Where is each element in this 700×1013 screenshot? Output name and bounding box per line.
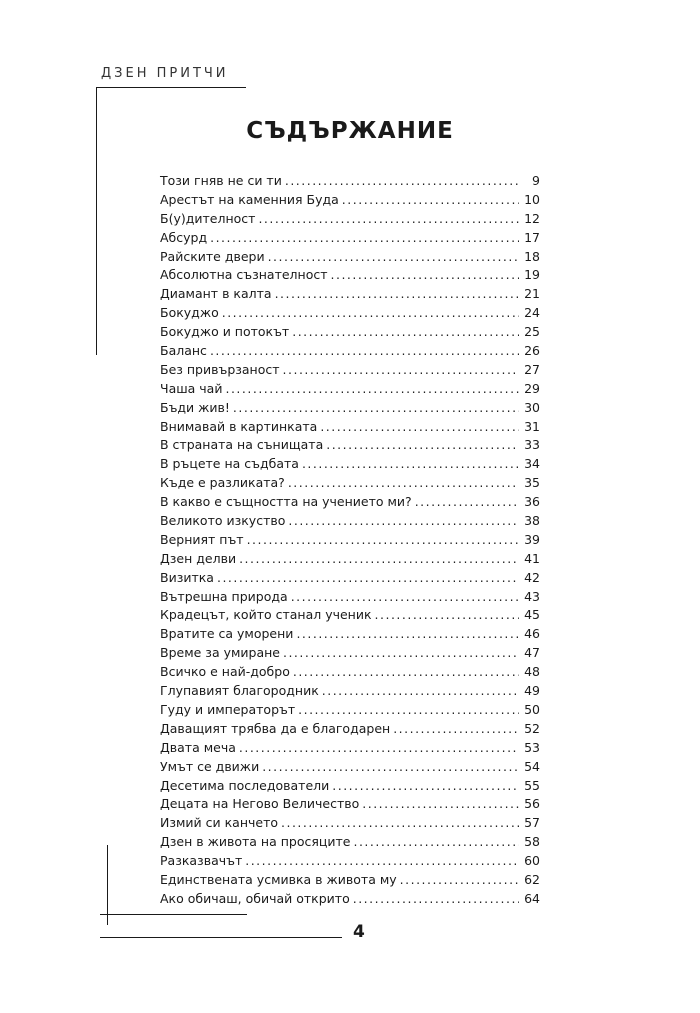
toc-entry-page: 52 <box>524 720 540 736</box>
toc-entry-page: 18 <box>524 248 540 264</box>
toc-entry <box>160 550 540 569</box>
toc-entry-page: 54 <box>524 758 540 774</box>
toc-dot-leader <box>326 436 519 455</box>
toc-entry <box>160 739 540 758</box>
toc-entry-title: Крадецът, който станал ученик <box>160 607 372 623</box>
toc-entry-title: Дзен делви <box>160 550 237 566</box>
toc-entry-title: Глупавият благородник <box>160 683 319 699</box>
toc-entry-page: 55 <box>524 777 540 793</box>
toc-entry <box>160 625 540 644</box>
toc-entry <box>160 323 540 342</box>
toc-entry <box>160 418 540 437</box>
toc-entry-page: 35 <box>524 475 540 491</box>
toc-dot-leader <box>393 720 519 739</box>
toc-entry <box>160 606 540 625</box>
toc-entry-title: Измий си канчето <box>160 815 279 831</box>
page-title: СЪДЪРЖАНИЕ <box>246 118 454 144</box>
table-of-contents <box>160 172 540 909</box>
toc-entry-page: 53 <box>524 739 540 755</box>
bottom-vertical-rule <box>107 845 108 925</box>
toc-entry <box>160 342 540 361</box>
toc-entry-page: 62 <box>524 871 540 887</box>
toc-entry <box>160 191 540 210</box>
toc-dot-leader <box>292 323 519 342</box>
toc-dot-leader <box>283 361 519 380</box>
toc-entry-title: Райските двери <box>160 248 265 264</box>
toc-entry-title: Баланс <box>160 343 207 359</box>
toc-dot-leader <box>217 569 519 588</box>
toc-entry <box>160 229 540 248</box>
toc-entry-title: Великото изкуство <box>160 513 286 529</box>
toc-entry-title: Този гняв не си ти <box>160 173 282 188</box>
toc-entry-title: Бокуджо <box>160 305 219 321</box>
toc-entry-title: Десетима последователи <box>160 777 330 793</box>
toc-dot-leader <box>210 342 519 361</box>
toc-entry <box>160 833 540 852</box>
toc-entry <box>160 304 540 323</box>
toc-entry-page: 50 <box>524 701 540 717</box>
toc-entry-page: 48 <box>524 664 540 680</box>
toc-dot-leader <box>322 682 519 701</box>
toc-dot-leader <box>332 777 519 796</box>
toc-entry-title: Верният път <box>160 531 244 547</box>
toc-dot-leader <box>320 418 519 437</box>
toc-dot-leader <box>281 814 519 833</box>
toc-entry-page: 57 <box>524 815 540 831</box>
toc-dot-leader <box>331 266 520 285</box>
toc-entry-title: Всичко е най-добро <box>160 664 290 680</box>
left-vertical-rule <box>96 87 97 355</box>
toc-entry-page: 9 <box>532 173 540 188</box>
toc-entry-page: 56 <box>524 796 540 812</box>
toc-dot-leader <box>275 285 519 304</box>
toc-entry <box>160 531 540 550</box>
toc-entry <box>160 399 540 418</box>
toc-entry <box>160 663 540 682</box>
toc-entry-title: Децата на Негово Величество <box>160 796 360 812</box>
toc-entry-title: Умът се движи <box>160 758 260 774</box>
toc-dot-leader <box>285 172 519 191</box>
toc-entry-title: Абсолютна съзнателност <box>160 267 328 283</box>
toc-entry-page: 39 <box>524 531 540 547</box>
toc-entry-page: 12 <box>524 210 540 226</box>
toc-dot-leader <box>222 304 519 323</box>
toc-entry-title: Двата меча <box>160 739 236 755</box>
toc-entry <box>160 248 540 267</box>
toc-entry-page: 43 <box>524 588 540 604</box>
toc-entry-title: Арестът на каменния Буда <box>160 191 339 207</box>
toc-entry-title: Разказвачът <box>160 853 243 869</box>
toc-entry <box>160 285 540 304</box>
toc-entry <box>160 682 540 701</box>
top-rule <box>96 87 246 88</box>
toc-entry-page: 21 <box>524 286 540 302</box>
toc-dot-leader <box>400 871 519 890</box>
toc-entry-page: 47 <box>524 645 540 661</box>
toc-entry-title: Диамант в калта <box>160 286 272 302</box>
toc-entry <box>160 512 540 531</box>
toc-entry-page: 34 <box>524 456 540 472</box>
toc-dot-leader <box>225 380 519 399</box>
toc-entry-page: 27 <box>524 361 540 377</box>
toc-dot-leader <box>293 663 519 682</box>
toc-entry <box>160 455 540 474</box>
toc-entry-page: 49 <box>524 683 540 699</box>
toc-entry-page: 60 <box>524 853 540 869</box>
toc-dot-leader <box>353 890 519 909</box>
toc-entry-title: Единствената усмивка в живота му <box>160 871 397 887</box>
toc-entry <box>160 436 540 455</box>
toc-entry-title: Вратите са уморени <box>160 626 294 642</box>
toc-entry-title: Даващият трябва да е благодарен <box>160 720 391 736</box>
toc-entry-page: 33 <box>524 437 540 453</box>
toc-dot-leader <box>288 474 519 493</box>
toc-entry-page: 36 <box>524 494 540 510</box>
toc-entry-page: 25 <box>524 324 540 340</box>
toc-entry-title: В ръцете на съдбата <box>160 456 299 472</box>
toc-entry <box>160 474 540 493</box>
toc-entry-title: Вътрешна природа <box>160 588 288 604</box>
toc-entry-page: 19 <box>524 267 540 283</box>
toc-entry-title: Бъди жив! <box>160 399 230 415</box>
running-head: ДЗЕН ПРИТЧИ <box>101 66 229 81</box>
toc-entry-title: Без привързаност <box>160 361 280 377</box>
toc-dot-leader <box>245 852 519 871</box>
toc-entry-page: 24 <box>524 305 540 321</box>
toc-entry <box>160 890 540 909</box>
toc-entry <box>160 493 540 512</box>
toc-entry-title: Бокуджо и потокът <box>160 324 290 340</box>
toc-dot-leader <box>239 550 519 569</box>
toc-dot-leader <box>283 644 519 663</box>
toc-dot-leader <box>298 701 519 720</box>
toc-entry-title: Абсурд <box>160 229 208 245</box>
toc-entry <box>160 758 540 777</box>
toc-dot-leader <box>233 399 519 418</box>
toc-entry <box>160 720 540 739</box>
toc-entry <box>160 777 540 796</box>
toc-entry-title: Дзен в живота на просяците <box>160 834 351 850</box>
toc-dot-leader <box>302 455 519 474</box>
toc-dot-leader <box>415 493 519 512</box>
toc-entry <box>160 210 540 229</box>
toc-entry-page: 58 <box>524 834 540 850</box>
toc-dot-leader <box>210 229 519 248</box>
toc-entry-title: Време за умиране <box>160 645 280 661</box>
toc-entry-title: Чаша чай <box>160 380 223 396</box>
toc-entry-title: В страната на сънищата <box>160 437 324 453</box>
toc-entry <box>160 644 540 663</box>
toc-entry-page: 45 <box>524 607 540 623</box>
toc-entry-title: Ако обичаш, обичай открито <box>160 890 350 906</box>
toc-dot-leader <box>288 512 519 531</box>
toc-entry-title: Къде е разликата? <box>160 475 285 491</box>
toc-entry-page: 29 <box>524 380 540 396</box>
toc-entry-page: 42 <box>524 569 540 585</box>
toc-dot-leader <box>362 795 519 814</box>
toc-entry-title: Гуду и императорът <box>160 701 296 717</box>
toc-dot-leader <box>342 191 519 210</box>
toc-dot-leader <box>353 833 519 852</box>
toc-entry <box>160 172 540 191</box>
toc-dot-leader <box>262 758 519 777</box>
toc-entry <box>160 814 540 833</box>
toc-entry <box>160 795 540 814</box>
toc-entry-page: 10 <box>524 191 540 207</box>
toc-entry <box>160 701 540 720</box>
toc-dot-leader <box>296 625 519 644</box>
toc-dot-leader <box>239 739 519 758</box>
bottom-short-rule <box>100 914 247 915</box>
toc-dot-leader <box>247 531 519 550</box>
toc-entry <box>160 852 540 871</box>
toc-entry-page: 26 <box>524 343 540 359</box>
toc-entry-page: 31 <box>524 418 540 434</box>
toc-dot-leader <box>268 248 519 267</box>
toc-entry-title: Внимавай в картинката <box>160 418 318 434</box>
toc-entry <box>160 588 540 607</box>
toc-entry <box>160 361 540 380</box>
page-number: 4 <box>353 922 365 942</box>
toc-entry-page: 41 <box>524 550 540 566</box>
toc-entry-title: В какво е същността на учението ми? <box>160 494 412 510</box>
toc-entry-page: 30 <box>524 399 540 415</box>
toc-entry-page: 17 <box>524 229 540 245</box>
toc-entry-title: Б(у)дителност <box>160 210 256 226</box>
toc-dot-leader <box>291 588 519 607</box>
toc-dot-leader <box>258 210 519 229</box>
toc-dot-leader <box>375 606 519 625</box>
toc-entry <box>160 266 540 285</box>
toc-entry <box>160 871 540 890</box>
toc-entry <box>160 569 540 588</box>
toc-entry-page: 46 <box>524 626 540 642</box>
bottom-long-rule <box>100 937 342 938</box>
toc-entry-page: 64 <box>524 890 540 906</box>
toc-entry <box>160 380 540 399</box>
toc-entry-page: 38 <box>524 513 540 529</box>
toc-entry-title: Визитка <box>160 569 214 585</box>
